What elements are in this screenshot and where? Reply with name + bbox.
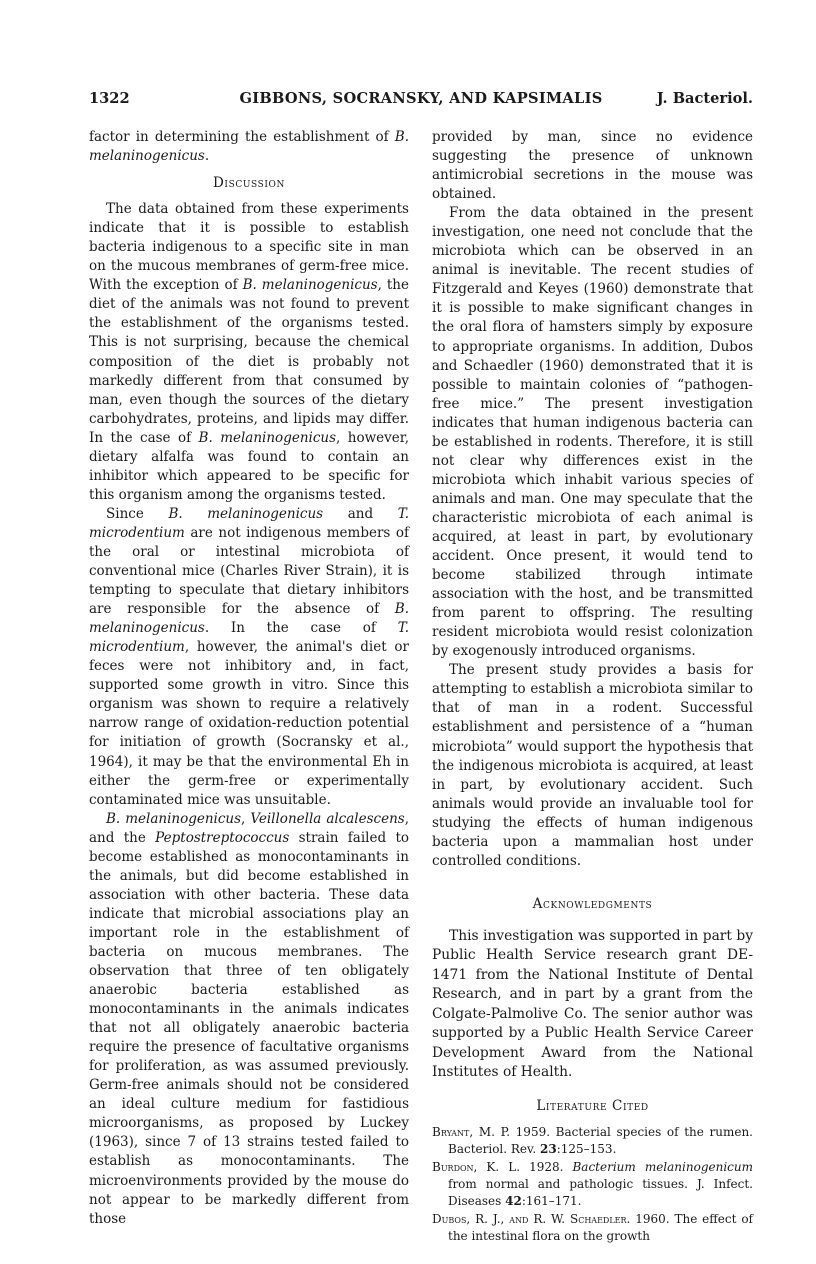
italic-term: B. melaninogenicus [198,429,337,446]
text-run: The data obtained from these experiments indicate that it is possible to establish bacteria indigenous to a specific site in man on the mucous membranes of germ-free mice. With the exception of [89,201,409,294]
discussion-heading: Discussion [213,175,285,192]
reference-entry [432,1211,753,1245]
paragraph [89,128,409,166]
italic-term: Peptostreptococcus [155,829,290,846]
text-run: Since [106,505,169,522]
text-run: , however, dietary alfalfa was found to contain an inhibitor which appeared to be specific for this organism among the organisms tested. [89,429,410,503]
italic-term: B. melaninogenicus [242,277,378,294]
paragraph [89,505,409,810]
paragraph [89,810,409,1229]
text-run: , the diet of the animals was not found to prevent the establishment of the organisms tested. This is not surprising, because the chemical composition of the diet is probably not markedly different from that consumed by man, even though the sources of the dietary carbohydrates, proteins, and lipids may differ. In the case of [89,277,409,446]
paragraph [89,200,409,505]
italic-term: Bacterium melaninogenicum [572,1159,753,1174]
journal-name: J. Bacteriol. [656,90,753,107]
text-run: from normal and pathologic tissues. J. Infect. Diseases [448,1176,753,1208]
volume-number: 42 [505,1193,522,1208]
text-run: , and the [89,810,409,846]
page-number: 1322 [89,90,130,107]
text-run: :125–153. [556,1141,617,1156]
text-run: are not indigenous members of the oral or intestinal microbiota of conventional mice (Charles River Strain), it is tempting to speculate that dietary inhibitors are responsible for the absence of [89,524,409,618]
acknowledgments-text: This investigation was supported in part by Public Health Service research grant DE-1471 from the National Institute of Dental Research, and in part by a grant from the Colgate-Palmolive Co. The senior author was supported by a Public Health Service Career Development Award from the National Institutes of Health. [432,927,753,1081]
text-run: , [241,810,251,827]
italic-term: T. microdentium [89,505,410,541]
italic-term: B. melaninogenicus [89,601,409,637]
acknowledgments-heading: Acknowledgments [532,895,653,912]
text-run: 1960. The effect of the intestinal flora on the growth [448,1211,754,1243]
paragraph: provided by man, since no evidence suggesting the presence of unknown antimicrobial secretions in the mouse was obtained. [432,129,753,203]
text-run: 1959. Bacterial species of the rumen. Bacteriol. Rev. [448,1124,753,1156]
italic-term: T. microdentium [89,620,409,656]
text-run: 1928. [520,1159,573,1174]
text-run: . In the case of [204,620,398,637]
running-title: GIBBONS, SOCRANSKY, AND KAPSIMALIS [239,90,603,107]
reference-list [432,1124,753,1245]
text-run: , however, the animal's diet or feces were not inhibitory and, in fact, supported some growth in vitro. Since this organism was shown to require a relatively narrow range of oxidation-reduction potential for initiation of growth (Socransky et al., 1964), it may be that the environmental Eh in either the germ-free or experimentally contaminated mice was unsuitable. [89,639,409,808]
text-run: . [204,148,210,165]
reference-entry [432,1159,753,1210]
italic-term: Veillonella alcalescens [250,810,405,827]
author-names: Bryant, M. P. [432,1124,511,1139]
paragraph: From the data obtained in the present investigation, one need not conclude that the microbiota which can be observed in an animal is inevitable. The recent studies of Fitzgerald and Keyes (1960) demonstrate that it is possible to make significant changes in the oral flora of hamsters simply by exposure to appropriate organisms. In addition, Dubos and Schaedler (1960) demonstrated that it is possible to maintain colonies of “pathogen-free mice.” The present investigation indicates that human indigenous bacteria can be established in rodents. Therefore, it is still not clear why differences exist in the microbiota which inhabit various species of animals and man. One may speculate that the characteristic microbiota of each animal is acquired, at least in part, by evolutionary accident. Once present, it would tend to become stabilized through intimate association with the host, and be transmitted from parent to offspring. The resulting resident microbiota would resist colonization by exogenously introduced organisms. [432,205,753,660]
right-column [432,128,753,1246]
author-names: Dubos, R. J., and R. W. Schaedler. [432,1211,631,1226]
literature-cited-heading: Literature Cited [536,1097,649,1114]
text-run: :161–171. [521,1193,582,1208]
left-column [89,128,409,1229]
text-run: strain failed to become established as monocontaminants in the animals, but did become established in association with other bacteria. These data indicate that microbial associations play an important role in the establishment of bacteria on mucous membranes. The observation that three of ten obligately anaerobic bacteria established as monocontaminants in the animals indicates that not all obligately anaerobic bacteria require the presence of facultative organisms for proliferation, as was assumed previously. Germ-free animals should not be considered an ideal culture medium for fastidious microorganisms, as proposed by Luckey (1963), since 7 of 13 strains tested failed to establish as monocontaminants. The microenvironments provided by the mouse do not appear to be markedly different from those [89,829,410,1227]
reference-entry [432,1124,753,1158]
volume-number: 23 [540,1141,557,1156]
author-names: Burdon, K. L. [432,1159,521,1174]
text-run: and [323,505,398,522]
running-header [89,90,753,112]
italic-term: B. melaninogenicus [89,129,409,165]
paragraph: The present study provides a basis for attempting to establish a microbiota similar to that of man in a rodent. Successful establishment and persistence of a “human microbiota” would support the hypothesis that the indigenous microbiota is acquired, at least in part, by evolutionary accident. Such animals would provide an invaluable tool for studying the effects of human indigenous bacteria upon a mammalian host under controlled conditions. [432,662,753,869]
italic-term: B. melaninogenicus [106,810,242,827]
italic-term: B. melaninogenicus [168,505,324,522]
text-run: factor in determining the establishment of [89,129,395,145]
